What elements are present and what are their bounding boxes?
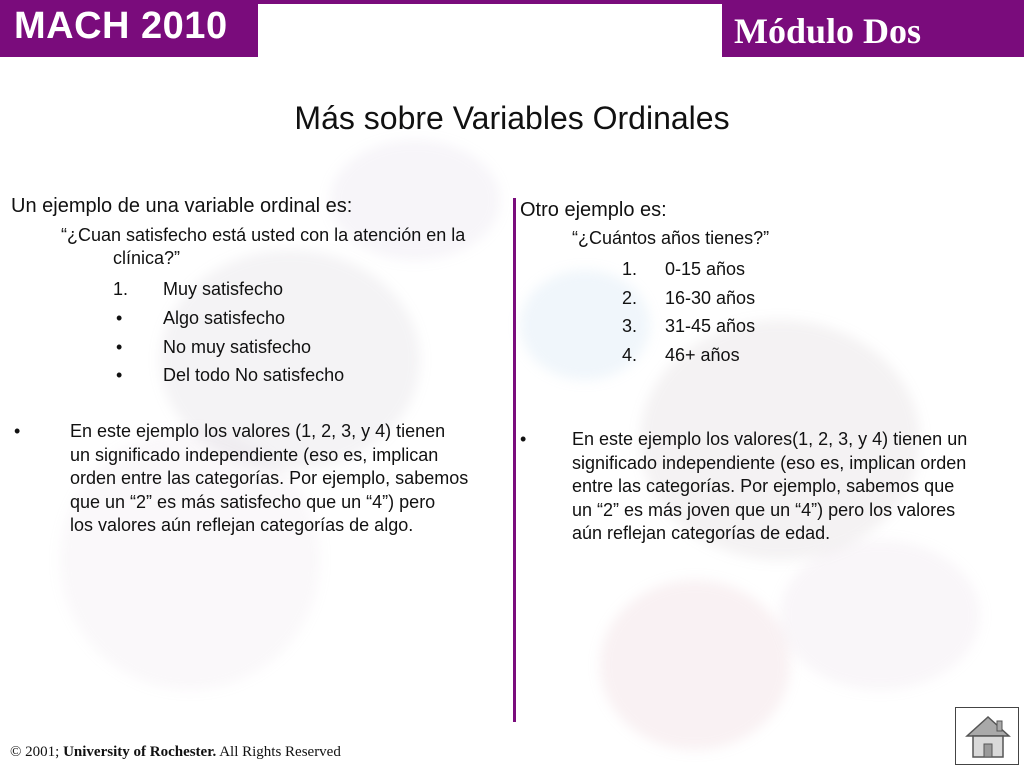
list-text: Muy satisfecho	[163, 279, 284, 299]
list-marker: 1.	[113, 279, 129, 299]
note-line: un significado independiente (eso es, implican	[70, 444, 439, 465]
note-line: significado independiente (eso es, implican orden	[572, 452, 967, 473]
module-title: Módulo Dos	[734, 11, 922, 51]
list-marker: 3.	[622, 316, 638, 336]
note-line: orden entre las categorías. Por ejemplo, sabemos	[70, 468, 469, 488]
list-marker: •	[116, 337, 123, 357]
footer-rights: All Rights Reserved	[219, 744, 341, 760]
right-question: “¿Cuántos años tienes?”	[572, 228, 770, 248]
home-button[interactable]	[955, 707, 1019, 765]
list-marker: 4.	[622, 345, 638, 365]
list-text: 46+ años	[665, 345, 740, 365]
note-line: En este ejemplo los valores (1, 2, 3, y 4) tienen	[70, 421, 446, 441]
list-text: Algo satisfecho	[163, 308, 286, 328]
list-marker: •	[116, 308, 123, 328]
list-marker: 2.	[622, 288, 638, 308]
home-icon	[964, 714, 1012, 760]
note-bullet: •	[14, 421, 21, 441]
note-bullet: •	[520, 429, 527, 449]
right-column	[516, 0, 1024, 768]
footer-copyright: © 2001;	[10, 744, 60, 760]
course-title: MACH 2010	[14, 5, 228, 47]
left-question-line1: “¿Cuan satisfecho está usted con la atención en la	[61, 225, 466, 245]
list-marker: 1.	[622, 259, 638, 279]
note-line: En este ejemplo los valores(1, 2, 3, y 4) tienen un	[572, 429, 968, 449]
list-marker: •	[116, 365, 123, 385]
footer-org: University of Rochester.	[63, 744, 217, 760]
list-text: 16-30 años	[665, 288, 756, 308]
note-line: un “2” es más joven que un “4”) pero los valores	[572, 499, 956, 520]
list-text: Del todo No satisfecho	[163, 365, 345, 385]
right-intro: Otro ejemplo es:	[520, 199, 667, 221]
left-intro: Un ejemplo de una variable ordinal es:	[11, 195, 353, 217]
right-note	[520, 428, 1020, 558]
list-text: 31-45 años	[665, 316, 756, 336]
note-line: que un “2” es más satisfecho que un “4”) pero	[70, 491, 436, 512]
left-note	[14, 420, 509, 550]
left-question-line2: clínica?”	[113, 248, 181, 268]
note-line: los valores aún reflejan categorías de algo.	[70, 515, 414, 535]
footer	[10, 744, 341, 761]
note-line: entre las categorías. Por ejemplo, sabemos que	[572, 476, 955, 496]
list-text: No muy satisfecho	[163, 337, 312, 357]
list-text: 0-15 años	[665, 259, 746, 279]
slide-title: Más sobre Variables Ordinales	[294, 100, 730, 136]
note-line: aún reflejan categorías de edad.	[572, 523, 831, 543]
